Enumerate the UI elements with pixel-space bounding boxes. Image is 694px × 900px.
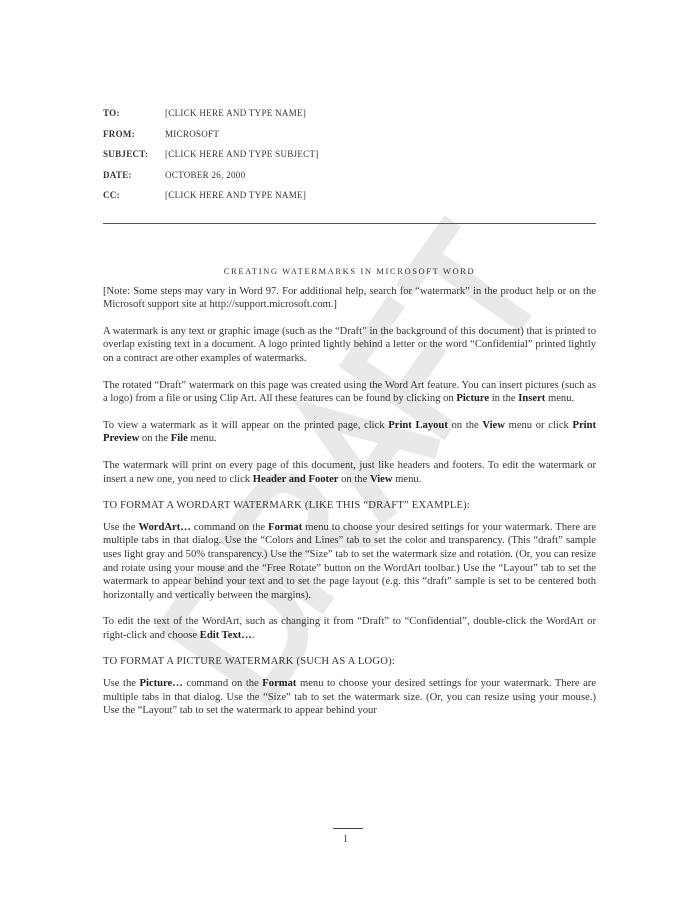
text-run: command on the [182,678,263,690]
bold-text: View [369,473,393,485]
text-run: menu. [392,473,422,485]
memo-cc-row [103,190,319,211]
bold-text: Picture [456,393,490,405]
paragraph [103,419,596,446]
text-run: A watermark is any text or graphic image (such as the “Draft” in the background of this document) that is printed to overlap existing text in a document. A logo printed lightly behind a letter or the word “Confidential” printed lightly on a contract are other examples of watermarks. [103,325,596,364]
text-run: menu. [545,393,575,405]
bold-text: Format [268,521,303,533]
paragraph [103,325,596,366]
text-run: in the [489,393,519,405]
memo-label: SUBJECT: [103,149,149,159]
paragraph [103,459,596,486]
memo-from-field: MICROSOFT [165,128,220,139]
text-run: To view a watermark as it will appear on the printed page, click [103,419,389,431]
text-run: Use the [103,678,140,690]
paragraph [103,677,596,718]
text-run: menu or click [504,419,573,431]
paragraph [103,615,596,642]
bold-text: WordArt… [138,521,191,533]
text-run: on the [139,433,171,445]
text-run: menu. [187,433,217,445]
paragraph [103,285,596,312]
text-run: Use the [103,521,139,533]
bold-text: Print Layout [388,419,448,431]
text-run: TO FORMAT A PICTURE WATERMARK (SUCH AS A LOGO): [103,656,395,668]
memo-to-field[interactable]: [CLICK HERE AND TYPE NAME] [165,108,307,118]
text-run: on the [447,419,483,431]
memo-label: FROM: [103,128,135,139]
bold-text: Header and Footer [252,473,339,485]
memo-cc-field[interactable]: [CLICK HERE AND TYPE NAME] [165,190,307,200]
bold-text: View [482,419,505,431]
text-run: The watermark will print on every page of this document, just like headers and footers. To edit the watermark or insert a new one, you need to click [103,459,596,485]
paragraph [103,521,596,603]
text-run: menu to choose your desired settings for your watermark. There are multiple tabs in that dialog. Use the “Colors and Lines” tab to set the color and transparency. (This “draft” sample uses light gray and 50% transparency.) Use the “Size” tab to set the watermark size and rotation. (Or, you can resize and rotate using your mouse and the “Free Rotate” button on the WordArt toolbar.) Use the “Layout” tab to set the watermark to appear behind your text and to set the page layout (e.g. this “draft” sample is set to be centered both horizontally and vertically between the margins). [103,521,597,601]
document-body [103,265,596,731]
text-run: The rotated “Draft” watermark on this page was created using the Word Art feature. You can insert pictures (such as a logo) from a file or using Clip Art. All these features can be found by clicking on [103,379,596,405]
footer-divider [333,828,363,829]
memo-subject-field[interactable]: [CLICK HERE AND TYPE SUBJECT] [165,149,319,159]
document-title: CREATING WATERMARKS IN MICROSOFT WORD [223,266,476,276]
bold-text: Format [262,678,297,690]
bold-text: Picture… [139,678,183,690]
memo-subject-row [103,149,319,170]
memo-header [103,108,319,211]
bold-text: Edit Text… [199,629,252,641]
memo-label: TO: [103,108,120,118]
bold-text: Insert [518,393,546,405]
memo-label: CC: [103,190,120,200]
paragraph [103,379,596,406]
text-run: To edit the text of the WordArt, such as changing it from “Draft” to “Confidential”, double-click the WordArt or right-click and choose [103,616,596,641]
memo-from-row [103,129,319,150]
text-run: . [251,629,255,641]
memo-date-row [103,170,319,191]
section-heading [103,655,596,669]
section-heading [103,499,596,513]
header-divider [103,223,596,224]
bold-text: Print Preview [103,419,597,445]
memo-to-row [103,108,319,129]
text-run: [Note: Some steps may vary in Word 97. For additional help, search for “watermark” in the product help or on the Microsoft support site at http://support.microsoft.com.] [103,285,596,311]
memo-date-field: OCTOBER 26, 2000 [165,169,246,180]
text-run: command on the [190,521,269,533]
text-run: menu to choose your desired settings for your watermark. There are multiple tabs in that dialog. Use the “Size” tab to set the watermark size. (Or, you can resize using your mouse.) Use the “Layout” tab to set the watermark to appear behind your [103,678,597,717]
memo-label: DATE: [103,169,132,180]
document-content [103,285,596,718]
text-run: on the [338,473,370,485]
text-run: TO FORMAT A WORDART WATERMARK (LIKE THIS “DRAFT” EXAMPLE): [103,500,471,512]
page-number: 1 [343,834,348,845]
bold-text: File [170,433,188,445]
